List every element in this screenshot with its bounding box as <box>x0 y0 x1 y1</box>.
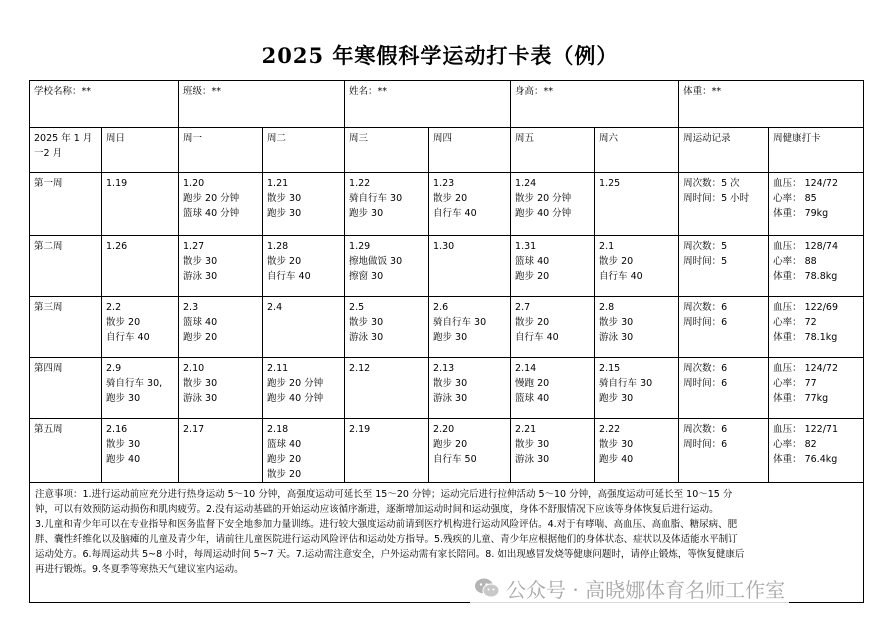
health-line: 体重： 78.1kg <box>773 332 838 343</box>
activity-line: 篮球 40 <box>183 317 218 328</box>
activity-line: 骑自行车 30 <box>599 378 653 389</box>
record-line: 周次数：6 <box>683 424 728 435</box>
exercise-checkin-table <box>29 80 864 603</box>
activity-line: 跑步 20 <box>433 439 468 450</box>
activity-line: 跑步 40 <box>599 454 634 465</box>
activity-line: 篮球 40 <box>515 256 550 267</box>
weight-cell: 体重：** <box>679 81 864 128</box>
activity-line: 2.20 <box>433 424 455 435</box>
activity-line: 2.2 <box>106 302 122 313</box>
activity-line: 游泳 30 <box>349 332 384 343</box>
week-row-2 <box>30 236 864 297</box>
activity-line: 散步 30 <box>599 317 634 328</box>
activity-line: 骑自行车 30 <box>433 317 487 328</box>
activity-line: 2.19 <box>349 424 371 435</box>
activity-line: 游泳 30 <box>599 332 634 343</box>
health-line: 体重： 77kg <box>773 393 829 404</box>
activity-line: 游泳 30 <box>183 393 218 404</box>
week-row-3 <box>30 297 864 358</box>
info-row <box>30 81 864 128</box>
day-cell-wed <box>345 297 429 358</box>
day-cell-thu <box>429 297 511 358</box>
day-cell-mon <box>179 297 263 358</box>
activity-line: 2.16 <box>106 424 128 435</box>
record-line: 周时间：6 <box>683 439 728 450</box>
activity-line: 2.22 <box>599 424 621 435</box>
activity-line: 2.12 <box>349 363 371 374</box>
activity-line: 跑步 20 <box>515 271 550 282</box>
day-cell-sun <box>102 173 179 236</box>
health-line: 血压： 124/72 <box>773 178 839 189</box>
activity-line: 2.10 <box>183 363 205 374</box>
activity-line: 散步 30 <box>183 378 218 389</box>
day-header-mon: 周一 <box>179 128 263 173</box>
period-line-1: 2025 年 1 月 <box>34 133 93 144</box>
activity-line: 2.11 <box>267 363 289 374</box>
notes-line: 3.儿童和青少年可以在专业指导和医务监督下安全地参加力量训练。进行较大强度运动前请到医疗机构进行运动风险评估。4.对于有哮喘、高血压、高血脂、糖尿病、肥 <box>35 519 738 530</box>
activity-line: 散步 30 <box>433 378 468 389</box>
day-cell-sun <box>102 236 179 297</box>
week-label: 第三周 <box>30 297 102 358</box>
activity-line: 慢跑 20 <box>515 378 550 389</box>
day-cell-sat <box>595 358 679 419</box>
day-cell-sun <box>102 297 179 358</box>
activity-line: 跑步 20 <box>183 332 218 343</box>
activity-line: 跑步 30 <box>106 393 141 404</box>
day-cell-thu <box>429 236 511 297</box>
activity-line: 1.22 <box>349 178 371 189</box>
notes-line: 运动处方。6.每周运动共 5~8 小时，每周运动时间 5~7 天。7.运动需注意安全，户外运动需有家长陪同。8. 如出现感冒发烧等健康问题时，请停止锻炼，等恢复健康后 <box>35 549 745 560</box>
activity-line: 2.9 <box>106 363 122 374</box>
health-line: 心率： 72 <box>773 317 817 328</box>
week-row-4 <box>30 358 864 419</box>
activity-line: 骑自行车 30, <box>106 378 163 389</box>
day-cell-fri <box>511 419 595 483</box>
day-cell-sat <box>595 297 679 358</box>
weekly-record-cell <box>679 173 769 236</box>
activity-line: 散步 30 <box>599 439 634 450</box>
activity-line: 2.21 <box>515 424 537 435</box>
period-header <box>30 128 102 173</box>
activity-line: 1.20 <box>183 178 205 189</box>
day-cell-thu <box>429 358 511 419</box>
day-cell-wed <box>345 419 429 483</box>
activity-line: 散步 20 <box>515 317 550 328</box>
week-label: 第二周 <box>30 236 102 297</box>
record-line: 周次数：5 <box>683 241 728 252</box>
week-label: 第一周 <box>30 173 102 236</box>
weekly-health-cell <box>769 358 864 419</box>
health-line: 体重： 76.4kg <box>773 454 838 465</box>
activity-line: 游泳 30 <box>183 271 218 282</box>
day-cell-sat <box>595 173 679 236</box>
activity-line: 2.7 <box>515 302 531 313</box>
notes-line: 注意事项：1.进行运动前应充分进行热身运动 5～10 分钟，高强度运动可延长至 15～20 分钟；运动完后进行拉伸活动 5～10 分钟，高强度运动可延长至 10～15 分 <box>35 489 733 500</box>
day-cell-sat <box>595 419 679 483</box>
health-line: 心率： 88 <box>773 256 817 267</box>
record-header: 周运动记录 <box>679 128 769 173</box>
activity-line: 1.26 <box>106 241 128 252</box>
activity-line: 自行车 40 <box>267 271 311 282</box>
weekly-record-cell <box>679 358 769 419</box>
activity-line: 2.4 <box>267 302 283 313</box>
day-cell-tue <box>263 297 345 358</box>
week-row-5 <box>30 419 864 483</box>
day-cell-wed <box>345 173 429 236</box>
header-row <box>30 128 864 173</box>
activity-line: 自行车 40 <box>599 271 643 282</box>
record-line: 周时间：6 <box>683 378 728 389</box>
weekly-health-cell <box>769 173 864 236</box>
day-cell-fri <box>511 297 595 358</box>
week-row-1 <box>30 173 864 236</box>
watermark <box>470 573 789 603</box>
activity-line: 散步 20 分钟 <box>515 193 572 204</box>
day-cell-tue <box>263 419 345 483</box>
activity-line: 篮球 40 <box>267 439 302 450</box>
activity-line: 散步 30 <box>106 439 141 450</box>
activity-line: 2.3 <box>183 302 199 313</box>
activity-line: 游泳 30 <box>433 393 468 404</box>
day-cell-mon <box>179 173 263 236</box>
weekly-health-cell <box>769 236 864 297</box>
activity-line: 擦地做饭 30 <box>349 256 403 267</box>
health-line: 血压： 124/72 <box>773 363 839 374</box>
health-line: 心率： 82 <box>773 439 817 450</box>
record-line: 周时间：5 小时 <box>683 193 750 204</box>
activity-line: 游泳 30 <box>515 454 550 465</box>
day-cell-fri <box>511 173 595 236</box>
activity-line: 1.21 <box>267 178 289 189</box>
watermark-text: 公众号 · 高晓娜体育名师工作室 <box>506 577 786 602</box>
weekly-health-cell <box>769 419 864 483</box>
day-cell-thu <box>429 173 511 236</box>
health-header: 周健康打卡 <box>769 128 864 173</box>
record-line: 周次数：6 <box>683 363 728 374</box>
day-cell-mon <box>179 358 263 419</box>
health-line: 血压： 122/69 <box>773 302 839 313</box>
activity-line: 1.31 <box>515 241 537 252</box>
activity-line: 自行车 40 <box>106 332 150 343</box>
page-title: 2025 年寒假科学运动打卡表（例） <box>261 43 619 68</box>
activity-line: 2.18 <box>267 424 289 435</box>
weekly-record-cell <box>679 297 769 358</box>
activity-line: 擦窗 30 <box>349 271 384 282</box>
day-cell-fri <box>511 358 595 419</box>
weekly-record-cell <box>679 419 769 483</box>
health-line: 心率： 77 <box>773 378 817 389</box>
activity-line: 散步 30 <box>267 193 302 204</box>
activity-line: 1.25 <box>599 178 621 189</box>
health-line: 体重： 79kg <box>773 208 829 219</box>
activity-line: 跑步 30 <box>433 332 468 343</box>
notes-line: 胖、囊性纤维化以及脑瘫的儿童及青少年，请前往儿童医院进行运动风险评估和运动处方指导。5.残疾的儿童、青少年应根据他们的身体状态、症状以及体适能水平制订 <box>35 534 738 545</box>
day-cell-wed <box>345 358 429 419</box>
record-line: 周次数：6 <box>683 302 728 313</box>
notes-line: 再进行锻炼。9.冬夏季等寒热天气建议室内运动。 <box>35 564 244 575</box>
class-cell: 班级：** <box>179 81 345 128</box>
day-cell-mon <box>179 419 263 483</box>
day-header-fri: 周五 <box>511 128 595 173</box>
day-header-sun: 周日 <box>102 128 179 173</box>
activity-line: 2.5 <box>349 302 365 313</box>
activity-line: 跑步 30 <box>599 393 634 404</box>
activity-line: 2.8 <box>599 302 615 313</box>
activity-line: 1.30 <box>433 241 455 252</box>
activity-line: 跑步 40 <box>106 454 141 465</box>
activity-line: 1.24 <box>515 178 537 189</box>
activity-line: 跑步 40 分钟 <box>515 208 572 219</box>
day-cell-sun <box>102 358 179 419</box>
activity-line: 2.6 <box>433 302 449 313</box>
activity-line: 散步 20 <box>267 256 302 267</box>
activity-line: 散步 20 <box>599 256 634 267</box>
activity-line: 2.15 <box>599 363 621 374</box>
activity-line: 2.13 <box>433 363 455 374</box>
activity-line: 2.1 <box>599 241 615 252</box>
day-cell-tue <box>263 358 345 419</box>
activity-line: 散步 30 <box>349 317 384 328</box>
health-line: 血压： 128/74 <box>773 241 839 252</box>
notes-line: 钟，可以有效预防运动损伤和肌肉疲劳。2.没有运动基础的开始运动应该循序渐进，逐渐增加运动时间和运动强度，身体不舒服情况下应该等身体恢复后进行运动。 <box>35 504 719 515</box>
activity-line: 跑步 20 分钟 <box>183 193 240 204</box>
school-name-cell: 学校名称：** <box>30 81 179 128</box>
day-header-tue: 周二 <box>263 128 345 173</box>
height-cell: 身高：** <box>511 81 679 128</box>
wechat-icon <box>474 577 500 599</box>
record-line: 周时间：5 <box>683 256 728 267</box>
activity-line: 跑步 20 分钟 <box>267 378 324 389</box>
activity-line: 1.23 <box>433 178 455 189</box>
activity-line: 1.28 <box>267 241 289 252</box>
activity-line: 2.14 <box>515 363 537 374</box>
weekly-health-cell <box>769 297 864 358</box>
activity-line: 跑步 30 <box>267 208 302 219</box>
activity-line: 2.17 <box>183 424 205 435</box>
activity-line: 1.27 <box>183 241 205 252</box>
activity-line: 1.19 <box>106 178 128 189</box>
record-line: 周次数：5 次 <box>683 178 740 189</box>
day-header-thu: 周四 <box>429 128 511 173</box>
day-cell-sat <box>595 236 679 297</box>
day-cell-tue <box>263 173 345 236</box>
day-cell-wed <box>345 236 429 297</box>
health-line: 血压： 122/71 <box>773 424 839 435</box>
day-header-sat: 周六 <box>595 128 679 173</box>
activity-line: 自行车 40 <box>433 208 477 219</box>
activity-line: 散步 20 <box>267 469 302 480</box>
activity-line: 跑步 40 分钟 <box>267 393 324 404</box>
record-line: 周时间：6 <box>683 317 728 328</box>
day-cell-mon <box>179 236 263 297</box>
activity-line: 跑步 20 <box>267 454 302 465</box>
activity-line: 跑步 30 <box>349 208 384 219</box>
day-cell-sun <box>102 419 179 483</box>
health-line: 体重： 78.8kg <box>773 271 838 282</box>
activity-line: 散步 30 <box>183 256 218 267</box>
activity-line: 篮球 40 分钟 <box>183 208 240 219</box>
day-cell-tue <box>263 236 345 297</box>
activity-line: 散步 20 <box>106 317 141 328</box>
activity-line: 散步 30 <box>515 439 550 450</box>
day-header-wed: 周三 <box>345 128 429 173</box>
activity-line: 自行车 40 <box>515 332 559 343</box>
week-label: 第五周 <box>30 419 102 483</box>
health-line: 心率： 85 <box>773 193 817 204</box>
activity-line: 自行车 50 <box>433 454 477 465</box>
day-cell-fri <box>511 236 595 297</box>
week-label: 第四周 <box>30 358 102 419</box>
activity-line: 散步 20 <box>433 193 468 204</box>
weekly-record-cell <box>679 236 769 297</box>
student-name-cell: 姓名：** <box>345 81 511 128</box>
period-line-2: 一2 月 <box>34 148 63 159</box>
activity-line: 篮球 40 <box>515 393 550 404</box>
day-cell-thu <box>429 419 511 483</box>
activity-line: 骑自行车 30 <box>349 193 403 204</box>
activity-line: 1.29 <box>349 241 371 252</box>
